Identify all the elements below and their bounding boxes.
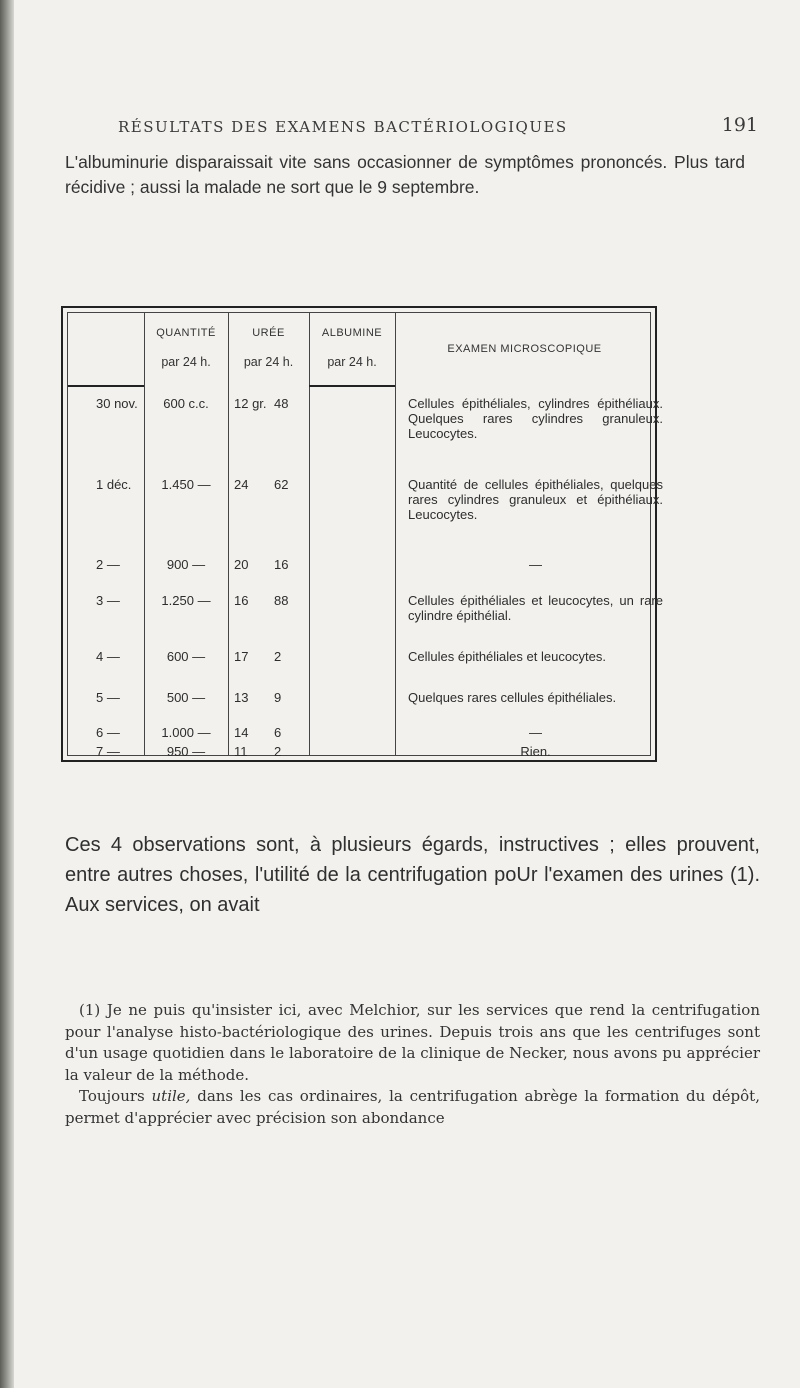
header-uree-sub: par 24 h. <box>243 355 294 369</box>
header-albumine <box>309 327 395 369</box>
running-head <box>118 114 758 136</box>
row-uree-grams: 13 <box>234 690 249 705</box>
row-exam: Cellules épithéliales, cylindres épithéliaux. Quelques rares cylindres granuleux. Leucocytes. <box>408 396 663 441</box>
row-uree-centigrams: 88 <box>274 593 289 608</box>
results-table <box>61 306 663 762</box>
intro-text: L'albuminurie disparaissait vite sans occasionner de symptômes prononcés. Plus tard récidive ; aussi la malade ne sort que le 9 septembre. <box>65 152 745 197</box>
column-divider <box>144 313 145 755</box>
header-quantite <box>144 327 228 369</box>
header-examen-label: EXAMEN MICROSCOPIQUE <box>447 343 602 355</box>
header-rule <box>68 385 144 387</box>
row-date: 7 — <box>96 744 120 759</box>
column-divider <box>395 313 396 755</box>
row-exam: Rien. <box>520 744 551 759</box>
row-date: 6 — <box>96 725 120 740</box>
row-uree-grams: 24 <box>234 477 249 492</box>
row-uree-grams: 14 <box>234 725 249 740</box>
row-exam: Cellules épithéliales et leucocytes, un rare cylindre épithélial. <box>408 593 663 623</box>
page-number: 191 <box>721 114 758 136</box>
header-quantite-label: QUANTITÉ <box>156 327 216 339</box>
page <box>30 0 790 1388</box>
row-date: 3 — <box>96 593 120 608</box>
table-inner-frame <box>67 312 663 759</box>
footnote-rest: dans les cas ordinaires, la centrifugation abrège la formation du dépôt, permet d'apprécier avec précision son abondance <box>65 1087 760 1127</box>
row-exam: — <box>529 557 542 572</box>
header-quantite-sub: par 24 h. <box>161 355 211 369</box>
row-exam: Quantité de cellules épithéliales, quelques rares cylindres granuleux et épithéliaux. Leucocytes. <box>408 477 663 522</box>
row-uree-centigrams: 2 <box>274 744 282 759</box>
row-date: 4 — <box>96 649 120 664</box>
row-exam: Cellules épithéliales et leucocytes. <box>408 649 606 664</box>
footnote-paragraph-1: (1) Je ne puis qu'insister ici, avec Melchior, sur les services que rend la centrifugation pour l'analyse histo-bactériologique des urines. Depuis trois ans que les centrifuges sont d'un usage quotidien dans le laboratoire de la clinique de Necker, nous avons pu apprécier la valeur de la méthode. <box>65 1001 760 1084</box>
row-date: 5 — <box>96 690 120 705</box>
footnote <box>65 1000 760 1129</box>
row-uree-centigrams: 48 <box>274 396 289 411</box>
row-uree-centigrams: 62 <box>274 477 289 492</box>
header-uree-label: URÉE <box>252 327 285 339</box>
row-exam: — <box>529 725 542 740</box>
row-quantity: 1.000 — <box>161 725 211 740</box>
row-date: 30 nov. <box>96 396 138 411</box>
row-quantity: 1.450 — <box>161 477 211 492</box>
row-quantity: 950 — <box>166 744 206 759</box>
footnote-lead: Toujours <box>79 1087 145 1105</box>
footnote-paragraph-2 <box>65 1086 760 1129</box>
body-paragraph <box>65 830 760 920</box>
row-uree-centigrams: 9 <box>274 690 282 705</box>
row-date: 2 — <box>96 557 120 572</box>
header-rule <box>309 385 395 387</box>
footnote-emphasis: utile, <box>151 1087 191 1105</box>
running-head-title: RÉSULTATS DES EXAMENS BACTÉRIOLOGIQUES <box>118 118 568 136</box>
header-albumine-label: ALBUMINE <box>321 327 383 339</box>
column-divider <box>309 313 310 755</box>
row-uree-centigrams: 2 <box>274 649 282 664</box>
intro-paragraph <box>65 150 745 200</box>
row-quantity: 500 — <box>166 690 206 705</box>
row-exam: Quelques rares cellules épithéliales. <box>408 690 617 705</box>
row-uree-grams: 12 gr. <box>234 396 267 411</box>
row-quantity: 900 — <box>166 557 206 572</box>
row-uree-grams: 17 <box>234 649 249 664</box>
row-quantity: 600 — <box>166 649 206 664</box>
row-quantity: 600 c.c. <box>163 396 209 411</box>
header-albumine-sub: par 24 h. <box>327 355 377 369</box>
header-uree <box>228 327 309 369</box>
header-examen <box>395 343 654 355</box>
book-gutter-shadow <box>0 0 14 1388</box>
body-text: Ces 4 observations sont, à plusieurs égards, instructives ; elles prouvent, entre autres choses, l'utilité de la centrifugation poUr l'examen des urines (1). Aux services, on avait <box>65 834 760 916</box>
row-uree-centigrams: 16 <box>274 557 289 572</box>
row-uree-grams: 16 <box>234 593 249 608</box>
row-date: 1 déc. <box>96 477 132 492</box>
row-quantity: 1.250 — <box>161 593 211 608</box>
column-divider <box>228 313 229 755</box>
row-uree-grams: 20 <box>234 557 249 572</box>
row-uree-grams: 11 <box>234 744 248 759</box>
row-uree-centigrams: 6 <box>274 725 282 740</box>
